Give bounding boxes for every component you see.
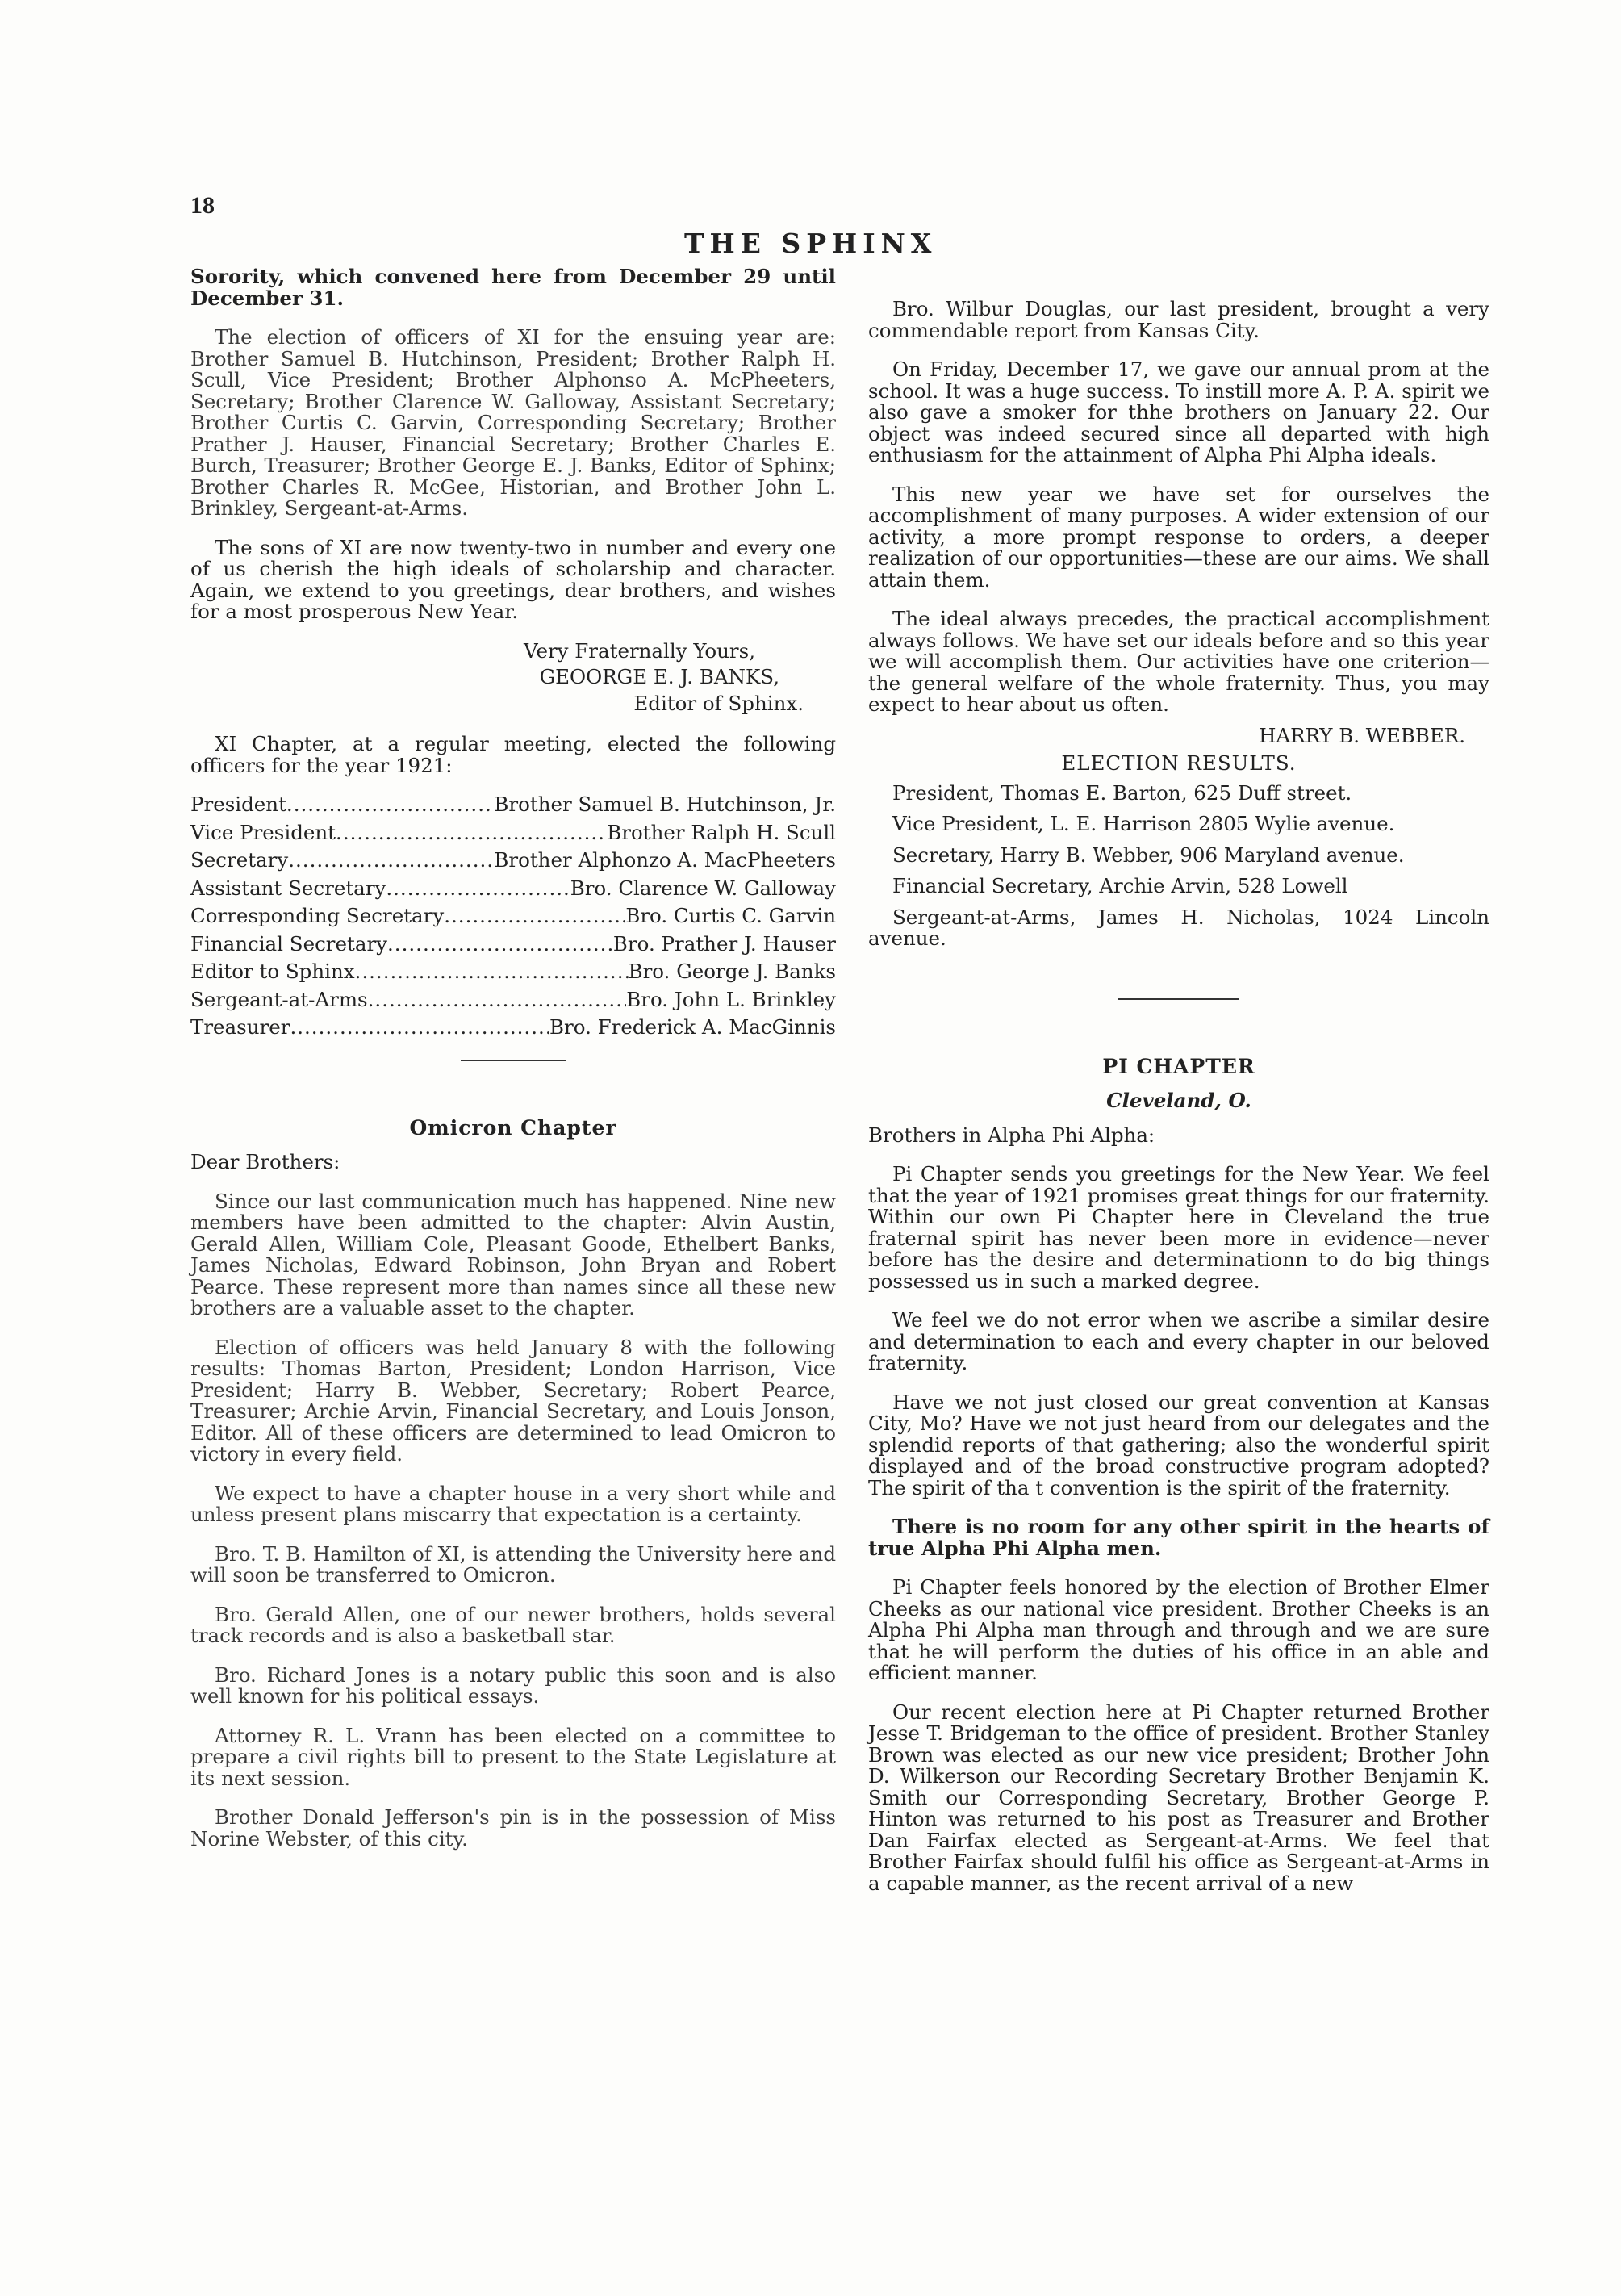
xi-sons-paragraph: The sons of XI are now twenty-two in number and every one of us cherish the high ideals of scholarship and character. Again, we extend to you greetings, dear brothers, and wishes for a most prosperous New Year. [190, 535, 836, 623]
section-divider [1118, 998, 1239, 1000]
election-result-item: Financial Secretary, Archie Arvin, 528 Lowell [892, 874, 1348, 897]
officer-name: Bro. Curtis C. Garvin [625, 904, 836, 927]
xi-election-paragraph: The election of officers of XI for the ensuing year are: Brother Samuel B. Hutchinson, President; Brother Ralph H. Scull, Vice President; Brother Alphonso A. McPheeters, Secretary; Brother Clarence W. Galloway, Assistant Secretary; Brother Curtis C. Garvin, Corresponding Secretary; Brother Prather J. Hauser, Financial Secretary; Brother Charles E. Burch, Treasurer; Brother George E. J. Banks, Editor of Sphinx; Brother Charles R. McGee, Historian, and Brother John L. Brinkley, Sergeant-at-Arms. [190, 325, 836, 520]
officer-name: Bro. Clarence W. Galloway [570, 876, 836, 900]
masthead-title: THE SPHINX [684, 228, 938, 259]
pi-paragraph: We feel we do not error when we ascribe a similar desire and determination to each and every chapter in our beloved fraternity. [868, 1308, 1489, 1374]
officer-role: Treasurer [190, 1015, 290, 1039]
section-divider [461, 1060, 566, 1061]
pi-paragraph: Have we not just closed our great convention at Kansas City, Mo? Have we not just heard from our delegates and the splendid reports of that gathering; also the wonderful spirit displayed and of the broad constructive program adopted? The spirit of tha t convention is the spirit of the fraternity. [868, 1390, 1489, 1499]
election-result-item: President, Thomas E. Barton, 625 Duff street. [892, 780, 1352, 805]
pi-salutation: Brothers in Alpha Phi Alpha: [868, 1123, 1155, 1147]
omicron-paragraph: Bro. Richard Jones is a notary public this soon and is also well known for his political essays. [190, 1662, 836, 1708]
omicron-cont-paragraph: Bro. Wilbur Douglas, our last president, brought a very commendable report from Kansas City. [868, 297, 1489, 342]
omicron-paragraph: Election of officers was held January 8 with the following results: Thomas Barton, President; London Harrison, Vice President; Harry B. Webber, Secretary; Robert Pearce, Treasurer; Archie Arvin, Financial Secretary, and Louis Jonson, Editor. All of these officers are determined to lead Omicron to victory in every field. [190, 1335, 836, 1466]
omicron-signer: HARRY B. WEBBER. [1259, 723, 1465, 747]
officer-row [190, 794, 836, 816]
officer-role: Secretary [190, 848, 289, 872]
officer-name: Bro. John L. Brinkley [626, 987, 836, 1011]
xi-meeting-paragraph: XI Chapter, at a regular meeting, elected the following officers for the year 1921: [190, 732, 836, 777]
left-column [190, 266, 836, 1867]
xi-closing: Very Fraternally Yours, [524, 638, 755, 663]
pi-paragraph: There is no room for any other spirit in the hearts of true Alpha Phi Alpha men. [868, 1515, 1489, 1560]
xi-signature-block [190, 638, 804, 715]
officer-row [190, 822, 836, 844]
page-number: 18 [190, 192, 215, 219]
pi-location: Cleveland, O. [1106, 1089, 1251, 1112]
officer-row [190, 961, 836, 983]
election-result-item: Sergeant-at-Arms, James H. Nicholas, 1024 Lincoln avenue. [868, 905, 1489, 950]
officer-row [190, 1017, 836, 1039]
pi-paragraph: Pi Chapter sends you greetings for the New Year. We feel that the year of 1921 promises great things for our fraternity. Within our own Pi Chapter here in Cleveland the true fraternal spirit has never been more in evidence—never before has the desire and determinationn to do big things possessed us in such a marked degree. [868, 1162, 1489, 1293]
officer-row [190, 878, 836, 900]
election-results-title: ELECTION RESULTS. [1061, 751, 1297, 775]
xi-officer-list [190, 794, 836, 1039]
officer-row [190, 905, 836, 927]
xi-signer-title: Editor of Sphinx. [633, 691, 804, 715]
omicron-cont-paragraph: The ideal always precedes, the practical accomplishment always follows. We have set our ideals before and so this year we will accomplish them. Our activities have one criterion—the general welfare of the whole fraternity. Thus, you may expect to hear about us often. [868, 607, 1489, 716]
election-result-item: Secretary, Harry B. Webber, 906 Maryland avenue. [892, 843, 1405, 867]
officer-role: Sergeant-at-Arms [190, 987, 368, 1011]
omicron-cont-paragraph: On Friday, December 17, we gave our annual prom at the school. It was a huge success. To instill more A. P. A. spirit we also gave a smoker for thhe brothers on January 22. Our object was indeed secured since all departed with high enthusiasm for the attainment of Alpha Phi Alpha ideals. [868, 358, 1489, 466]
officer-role: Financial Secretary [190, 931, 388, 956]
officer-role: Corresponding Secretary [190, 904, 445, 927]
omicron-paragraph: Since our last communication much has happened. Nine new members have been admitted to the chapter: Alvin Austin, Gerald Allen, William Cole, Pleasant Goode, Ethelbert Banks, James Nicholas, Edward Robinson, John Bryan and Robert Pearce. These represent more than names since all these new brothers are a valuable asset to the chapter. [190, 1189, 836, 1319]
officer-name: Bro. Frederick A. MacGinnis [549, 1015, 836, 1039]
officer-row [190, 989, 836, 1011]
officer-role: Assistant Secretary [190, 876, 386, 900]
omicron-paragraph: Attorney R. L. Vrann has been elected on a committee to prepare a civil rights bill to present to the State Legislature at its next session. [190, 1723, 836, 1790]
officer-name: Brother Ralph H. Scull [607, 820, 836, 844]
pi-heading: PI CHAPTER [1102, 1054, 1255, 1078]
officer-row [190, 931, 836, 956]
officer-role: President [190, 793, 286, 816]
pi-paragraph: Pi Chapter feels honored by the election of Brother Elmer Cheeks as our national vice president. Brother Cheeks is an Alpha Phi Alpha man through and through and we are sure that he will perform the duties of his office in an able and efficient manner. [868, 1575, 1489, 1684]
officer-name: Bro. George J. Banks [628, 960, 836, 983]
xi-intro-paragraph: Sorority, which convened here from December 29 until December 31. [190, 265, 836, 310]
election-results-list [868, 780, 1489, 950]
officer-row [190, 850, 836, 872]
officer-name: Brother Alphonzo A. MacPheeters [494, 848, 836, 872]
omicron-salutation: Dear Brothers: [190, 1150, 340, 1173]
officer-role: Vice President [190, 820, 336, 844]
officer-name: Bro. Prather J. Hauser [612, 931, 836, 956]
election-result-item: Vice President, L. E. Harrison 2805 Wylie avenue. [892, 812, 1395, 835]
omicron-cont-paragraph: This new year we have set for ourselves the accomplishment of many purposes. A wider extension of our activity, a more prompt response to orders, a deeper realization of our opportunities—these are our aims. We shall attain them. [868, 482, 1489, 592]
omicron-paragraph: Bro. Gerald Allen, one of our newer brothers, holds several track records and is also a basketball star. [190, 1602, 836, 1647]
officer-role: Editor to Sphinx [190, 960, 355, 983]
right-column [868, 299, 1489, 1912]
omicron-paragraph: Brother Donald Jefferson's pin is in the possession of Miss Norine Webster, of this city. [190, 1805, 836, 1851]
xi-signer: GEOORGE E. J. BANKS, [539, 665, 779, 688]
omicron-paragraph: We expect to have a chapter house in a very short while and unless present plans miscarry that expectation is a certainty. [190, 1481, 836, 1526]
omicron-paragraph: Bro. T. B. Hamilton of XI, is attending the University here and will soon be transferred to Omicron. [190, 1541, 836, 1587]
omicron-heading: Omicron Chapter [409, 1115, 617, 1140]
officer-name: Brother Samuel B. Hutchinson, Jr. [494, 793, 836, 816]
pi-paragraph: Our recent election here at Pi Chapter returned Brother Jesse T. Bridgeman to the office of president. Brother Stanley Brown was elected as our new vice president; Brother John D. Wilkerson our Recording Secretary Brother Benjamin K. Smith our Corresponding Secretary, Brother George P. Hinton was returned to his post as Treasurer and Brother Dan Fairfax elected as Sergeant-at-Arms. We feel that Brother Fairfax should fulfil his office as Sergeant-at-Arms in a capable manner, as the recent arrival of a new [868, 1700, 1489, 1895]
